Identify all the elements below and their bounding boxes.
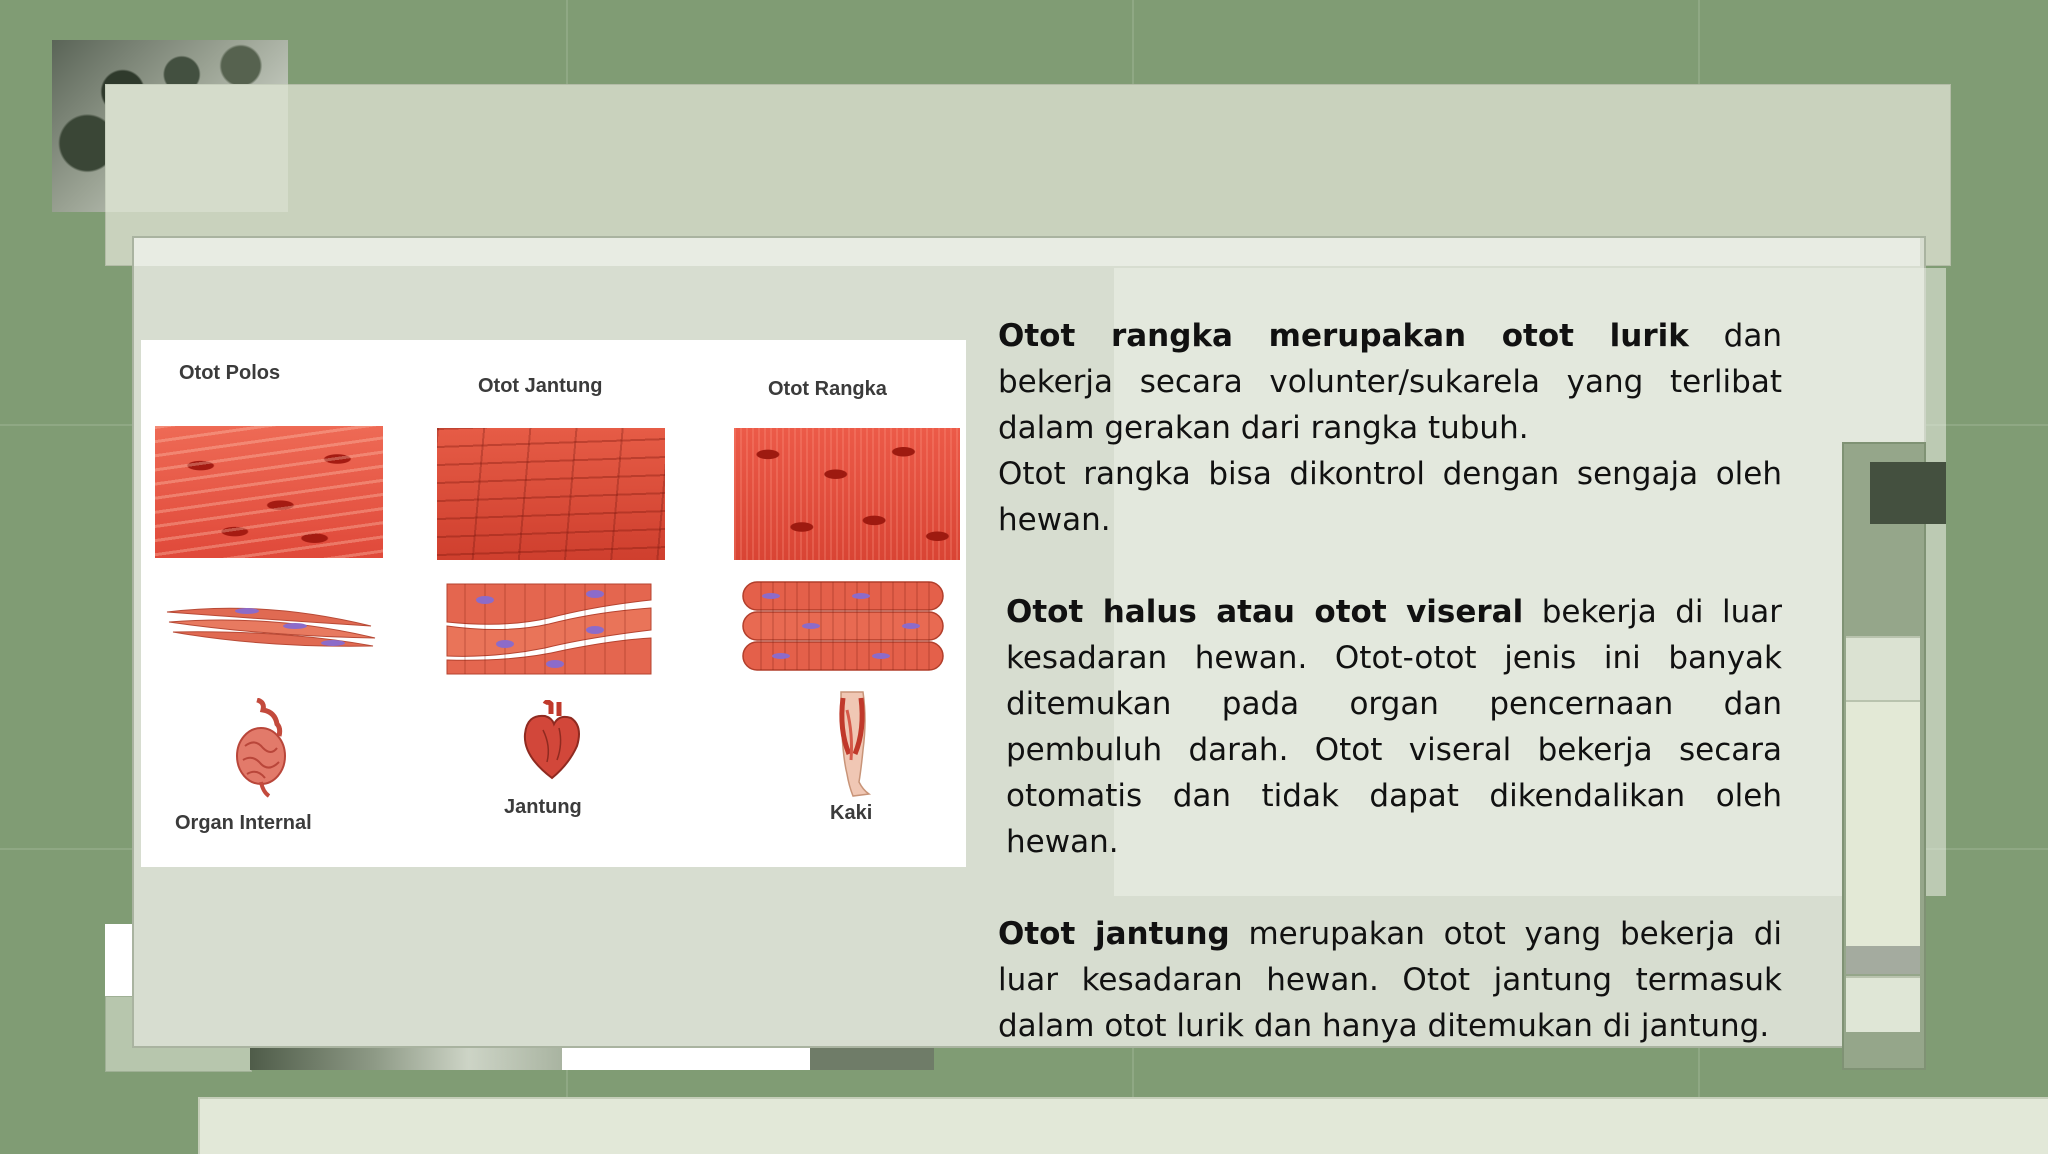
cardiac-muscle-fibers [445, 578, 653, 678]
skeletal-muscle-micrograph [734, 428, 960, 560]
skeletal-muscle-fibers [741, 578, 945, 676]
panel-highlight [134, 238, 1920, 266]
leg-icon [833, 690, 873, 798]
right-decor-block [1846, 700, 1920, 946]
bottom-band [198, 1097, 2048, 1154]
smooth-muscle-fibers [165, 596, 377, 652]
column-title-smooth: Otot Polos [179, 362, 281, 384]
paragraph-cardiac-muscle [998, 911, 1782, 1049]
muscle-description-text [998, 313, 1782, 1049]
paragraph-visceral-muscle [998, 589, 1782, 865]
column-title-cardiac: Otot Jantung [478, 375, 603, 397]
paragraph-skeletal-control: Otot rangka bisa dikontrol dengan sengaja oleh hewan. [998, 456, 1782, 538]
organ-label-leg: Kaki [830, 802, 873, 824]
top-band-highlight [105, 84, 288, 212]
paragraph-text: bekerja di luar kesadaran hewan. Otot-otot jenis ini banyak ditemukan pada organ pencernaan dan pembuluh darah. Otot viseral bekerja secara otomatis dan tidak dapat dikendalikan oleh hewan. [1006, 594, 1782, 860]
right-decor-block [1846, 976, 1920, 1032]
cardiac-muscle-micrograph [437, 428, 665, 560]
term-skeletal-muscle: Otot rangka merupakan otot lurik [998, 318, 1689, 354]
term-cardiac-muscle: Otot jantung [998, 916, 1230, 952]
paragraph-text: merupakan otot yang bekerja di luar kesadaran hewan. Otot jantung termasuk dalam otot lurik dan hanya ditemukan di jantung. [998, 916, 1783, 1044]
muscle-types-figure [141, 340, 966, 867]
term-visceral-muscle: Otot halus atau otot viseral [1006, 594, 1524, 630]
paragraph-spacer [998, 865, 1782, 911]
right-decor-block [1846, 636, 1920, 700]
paragraph-skeletal-muscle [998, 313, 1782, 451]
column-title-skeletal: Otot Rangka [768, 378, 887, 400]
organ-label-internal: Organ Internal [175, 812, 312, 834]
right-decor-dark-square [1870, 462, 1946, 524]
paragraph-text: dan bekerja secara volunter/sukarela yang terlibat dalam gerakan dari rangka tubuh. [998, 318, 1782, 446]
smooth-muscle-micrograph [155, 426, 383, 558]
organ-label-heart: Jantung [504, 796, 582, 818]
heart-icon [519, 700, 585, 782]
intestine-icon [231, 698, 291, 798]
right-decor-block [1846, 946, 1920, 974]
paragraph-spacer [998, 543, 1782, 589]
